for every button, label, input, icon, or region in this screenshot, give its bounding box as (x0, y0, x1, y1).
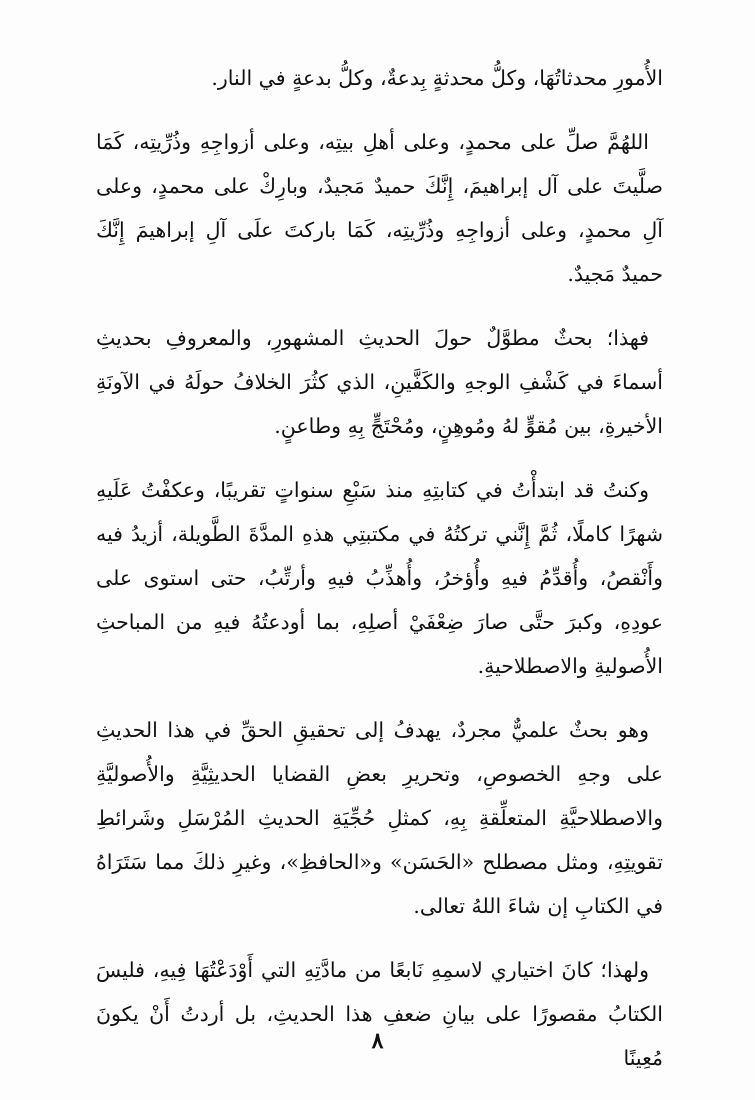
paragraph-purpose: وهو بحثٌ علميٌّ مجردٌ، يهدفُ إلى تحقيقِ الحقِّ في هذا الحديثِ على وجهِ الخصوصِ، وتحريرِ بعضِ القضايا الحديثِيَّةِ والأُصوليَّةِ والاصطلاحيَّةِ المتعلِّقةِ بِهِ، كمثلِ حُجِّيَةِ الحديثِ المُرْسَلِ وشَرائطِ تقويتِهِ، ومثل مصطلح «الحَسَن» و«الحافظِ»، وغيرِ ذلكَ مما سَتَرَاهُ في الكتابِ إن شاءَ اللهُ تعالى. (96, 718, 663, 918)
paragraph-salawat: اللهُمَّ صلِّ على محمدٍ، وعلى أهلِ بيتِه، وعلى أزواجِهِ وذُرِّيتِه، كَمَا صلَّيتَ على آل إبراهيمَ، إِنَّكَ حميدٌ مَجيدٌ، وبارِكْ على محمدٍ، وعلى آلِ محمدٍ، وعلى أزواجِهِ وذُرِّيتِه، كَمَا باركتَ علَى آلِ إبراهيمَ إِنَّكَ حميدٌ مَجيدٌ. (96, 130, 663, 286)
paragraph-history: وكنتُ قد ابتدأْتُ في كتابتِهِ منذ سَبْعِ سنواتٍ تقريبًا، وعكفْتُ عَلَيهِ شهرًا كاملًا، ثُمَّ إِنَّني تركتُهُ في مكتبتِي هذهِ المدَّةَ الطَّويلة، أزيدُ فيه وأَنْقصُ، وأُقدِّمُ فيهِ وأُؤخرُ، وأُهذِّبُ فيهِ وأرتِّبُ، حتى استوى على عودِهِ، وكبرَ حتَّى صارَ ضِعْفَيْ أصلِهِ، بما أودعتُهُ فيهِ من المباحثِ الأُصوليةِ والاصطلاحيةِ. (96, 478, 663, 678)
paragraph-title-choice: ولهذا؛ كانَ اختياري لاسمِهِ نَابعًا من مادَّتِهِ التي أَوْدَعْتُهَا فِيهِ، فليسَ الكتابُ مقصورًا على بيانِ ضعفِ هذا الحديثِ، بل أردتُ أَنْ يكونَ مُعِينًا (96, 958, 663, 1070)
page-number: ٨ (371, 1028, 384, 1054)
paragraph-intro: فهذا؛ بحثٌ مطوَّلٌ حولَ الحديثِ المشهورِ، والمعروفِ بحديثِ أسماءَ في كَشْفِ الوجهِ والكَفَّينِ، الذي كثُرَ الخلافُ حولَهُ في الآونَةِ الأخيرةِ، بين مُقوٍّ لهُ ومُوهِنٍ، ومُحْتَجٍّ بِهِ وطاعنٍ. (96, 326, 663, 438)
paragraph-continuation: الأُمورِ محدثاتُهَا، وكلُّ محدثةٍ بِدعةٌ، وكلُّ بدعةٍ في النار. (211, 66, 663, 90)
body-text (96, 56, 663, 1070)
